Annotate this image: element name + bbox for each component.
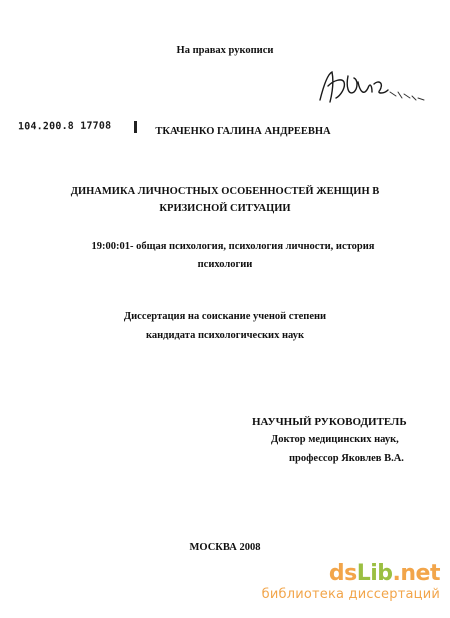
author-name: ТКАЧЕНКО ГАЛИНА АНДРЕЕВНА — [155, 126, 331, 137]
degree-line2: кандидата психологических наук — [145, 330, 305, 341]
rights-notice: На правах рукописи — [176, 45, 274, 56]
supervisor-degree: Доктор медицинских наук, — [271, 434, 399, 445]
dissertation-title-line2: КРИЗИСНОЙ СИТУАЦИИ — [159, 203, 291, 214]
watermark-caption: библиотека диссертаций — [261, 587, 440, 602]
logo-lib: Lib — [356, 561, 393, 586]
archive-stamp-number: 104.200.8 17708 — [17, 120, 112, 133]
specialty-line2: психологии — [197, 259, 253, 270]
city-year: МОСКВА 2008 — [189, 542, 261, 553]
logo-ds: ds — [328, 561, 357, 586]
dslib-watermark — [262, 563, 440, 602]
logo-net: .net — [392, 561, 440, 586]
dissertation-title-line1: ДИНАМИКА ЛИЧНОСТНЫХ ОСОБЕННОСТЕЙ ЖЕНЩИН В — [70, 186, 380, 197]
supervisor-heading: НАУЧНЫЙ РУКОВОДИТЕЛЬ — [252, 416, 407, 428]
supervisor-name: профессор Яковлев В.А. — [289, 453, 404, 464]
handwritten-signature — [314, 62, 434, 112]
degree-line1: Диссертация на соискание ученой степени — [123, 311, 327, 322]
specialty-line1: 19:00:01- общая психология, психология личности, история — [91, 241, 375, 252]
dslib-logo — [329, 563, 440, 585]
